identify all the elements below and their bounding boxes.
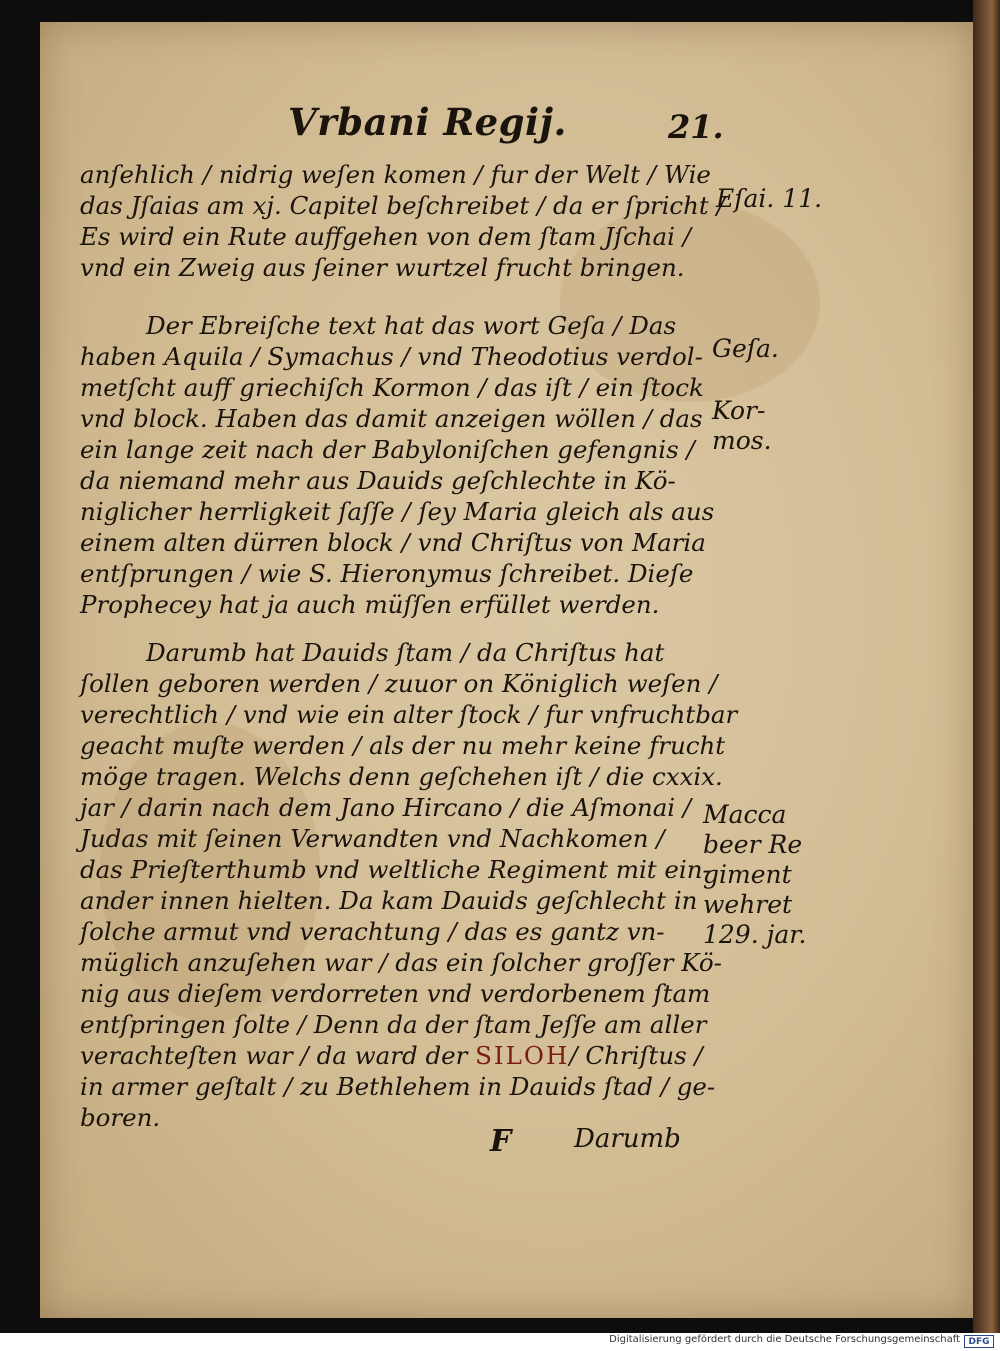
credit-text: Digitalisierung gefördert durch die Deutsche Forschungsgemeinschaft (609, 1334, 960, 1345)
text-line: müglich anzuſehen war / das ein ſolcher groſſer Kö- (80, 948, 722, 977)
text-line: jar / darin nach dem Jano Hircano / die Aſmonai / (80, 793, 692, 822)
text-line: niglicher herrligkeit ſaſſe / ſey Maria gleich als aus (80, 497, 715, 526)
marginal-note-gesa: Geſa. (712, 334, 779, 363)
running-head: Vrbani Regij. (288, 100, 567, 144)
text-line-siloh (80, 1040, 710, 1071)
catchword: Darumb (574, 1124, 681, 1154)
text-line: Es wird ein Rute auffgehen von dem ſtam Jſchai / (80, 222, 692, 251)
text-line: einem alten dürren block / vnd Chriſtus von Maria (80, 528, 706, 557)
text-line: entſprungen / wie S. Hieronymus ſchreibet. Dieſe (80, 559, 694, 588)
text-line: ſolche armut vnd verachtung / das es gantz vn- (80, 917, 665, 946)
book-edge (973, 0, 1000, 1333)
page-number: 21. (668, 108, 724, 146)
marginal-line: wehret (703, 890, 793, 919)
text-line: ander innen hielten. Da kam Dauids geſchlecht in (80, 886, 698, 915)
text-line: entſpringen ſolte / Denn da der ſtam Jeſſe am aller (80, 1010, 707, 1039)
text-segment: / Chriſtus / (569, 1041, 703, 1070)
marginal-note-esai: Eſai. 11. (716, 184, 823, 213)
text-line: vnd ein Zweig aus ſeiner wurtzel frucht bringen. (80, 253, 685, 282)
text-segment: verachteſten war / da ward der (80, 1041, 468, 1070)
marginal-line: giment (703, 860, 792, 889)
text-line: anſehlich / nidrig weſen komen / fur der Welt / Wie (80, 160, 711, 189)
text-line: haben Aquila / Symachus / vnd Theodotius verdol- (80, 342, 703, 371)
text-line: das Jſaias am xj. Capitel beſchreibet / da er ſpricht / (80, 191, 725, 220)
marginal-line: beer Re (703, 830, 803, 859)
text-line: Judas mit ſeinen Verwandten vnd Nachkomen / (80, 824, 665, 853)
dfg-logo[interactable]: DFG (964, 1335, 994, 1348)
marginal-line: 129. jar. (703, 920, 807, 949)
text-line: vnd block. Haben das damit anzeigen wöllen / das (80, 404, 703, 433)
text-line: Der Ebreiſche text hat das wort Geſa / Das (146, 311, 677, 340)
marginal-line: Kor- (712, 396, 766, 425)
text-line: möge tragen. Welchs denn geſchehen iſt / die cxxix. (80, 762, 723, 791)
paragraph-2 (80, 310, 715, 620)
marginal-note-kormos (712, 396, 772, 456)
marginal-line: mos. (712, 426, 772, 455)
text-line: Darumb hat Dauids ſtam / da Chriſtus hat (146, 638, 665, 667)
text-line: da niemand mehr aus Dauids geſchlechte in Kö- (80, 466, 676, 495)
siloh-word: SILOH (475, 1041, 570, 1070)
text-line: Prophecey hat ja auch müſſen erfüllet werden. (80, 590, 660, 619)
paragraph-3 (80, 637, 738, 1133)
text-line: ein lange zeit nach der Babyloniſchen gefengnis / (80, 435, 695, 464)
signature-mark: F (490, 1124, 512, 1159)
text-line: boren. (80, 1103, 161, 1132)
text-line: verechtlich / vnd wie ein alter ſtock / fur vnfruchtbar (80, 700, 738, 729)
marginal-note-maccabeer (703, 800, 806, 950)
marginal-line: Macca (703, 800, 787, 829)
text-line: das Prieſterthumb vnd weltliche Regiment mit ein- (80, 855, 711, 884)
text-line: nig aus dieſem verdorreten vnd verdorbenem ſtam (80, 979, 711, 1008)
text-line: geacht muſte werden / als der nu mehr keine frucht (80, 731, 726, 760)
paragraph-1 (80, 159, 725, 283)
text-line: in armer geſtalt / zu Bethlehem in Dauids ſtad / ge- (80, 1072, 716, 1101)
text-line: ſollen geboren werden / zuuor on Königlich weſen / (80, 669, 718, 698)
text-line: metſcht auff griechiſch Kormon / das iſt / ein ſtock (80, 373, 704, 402)
